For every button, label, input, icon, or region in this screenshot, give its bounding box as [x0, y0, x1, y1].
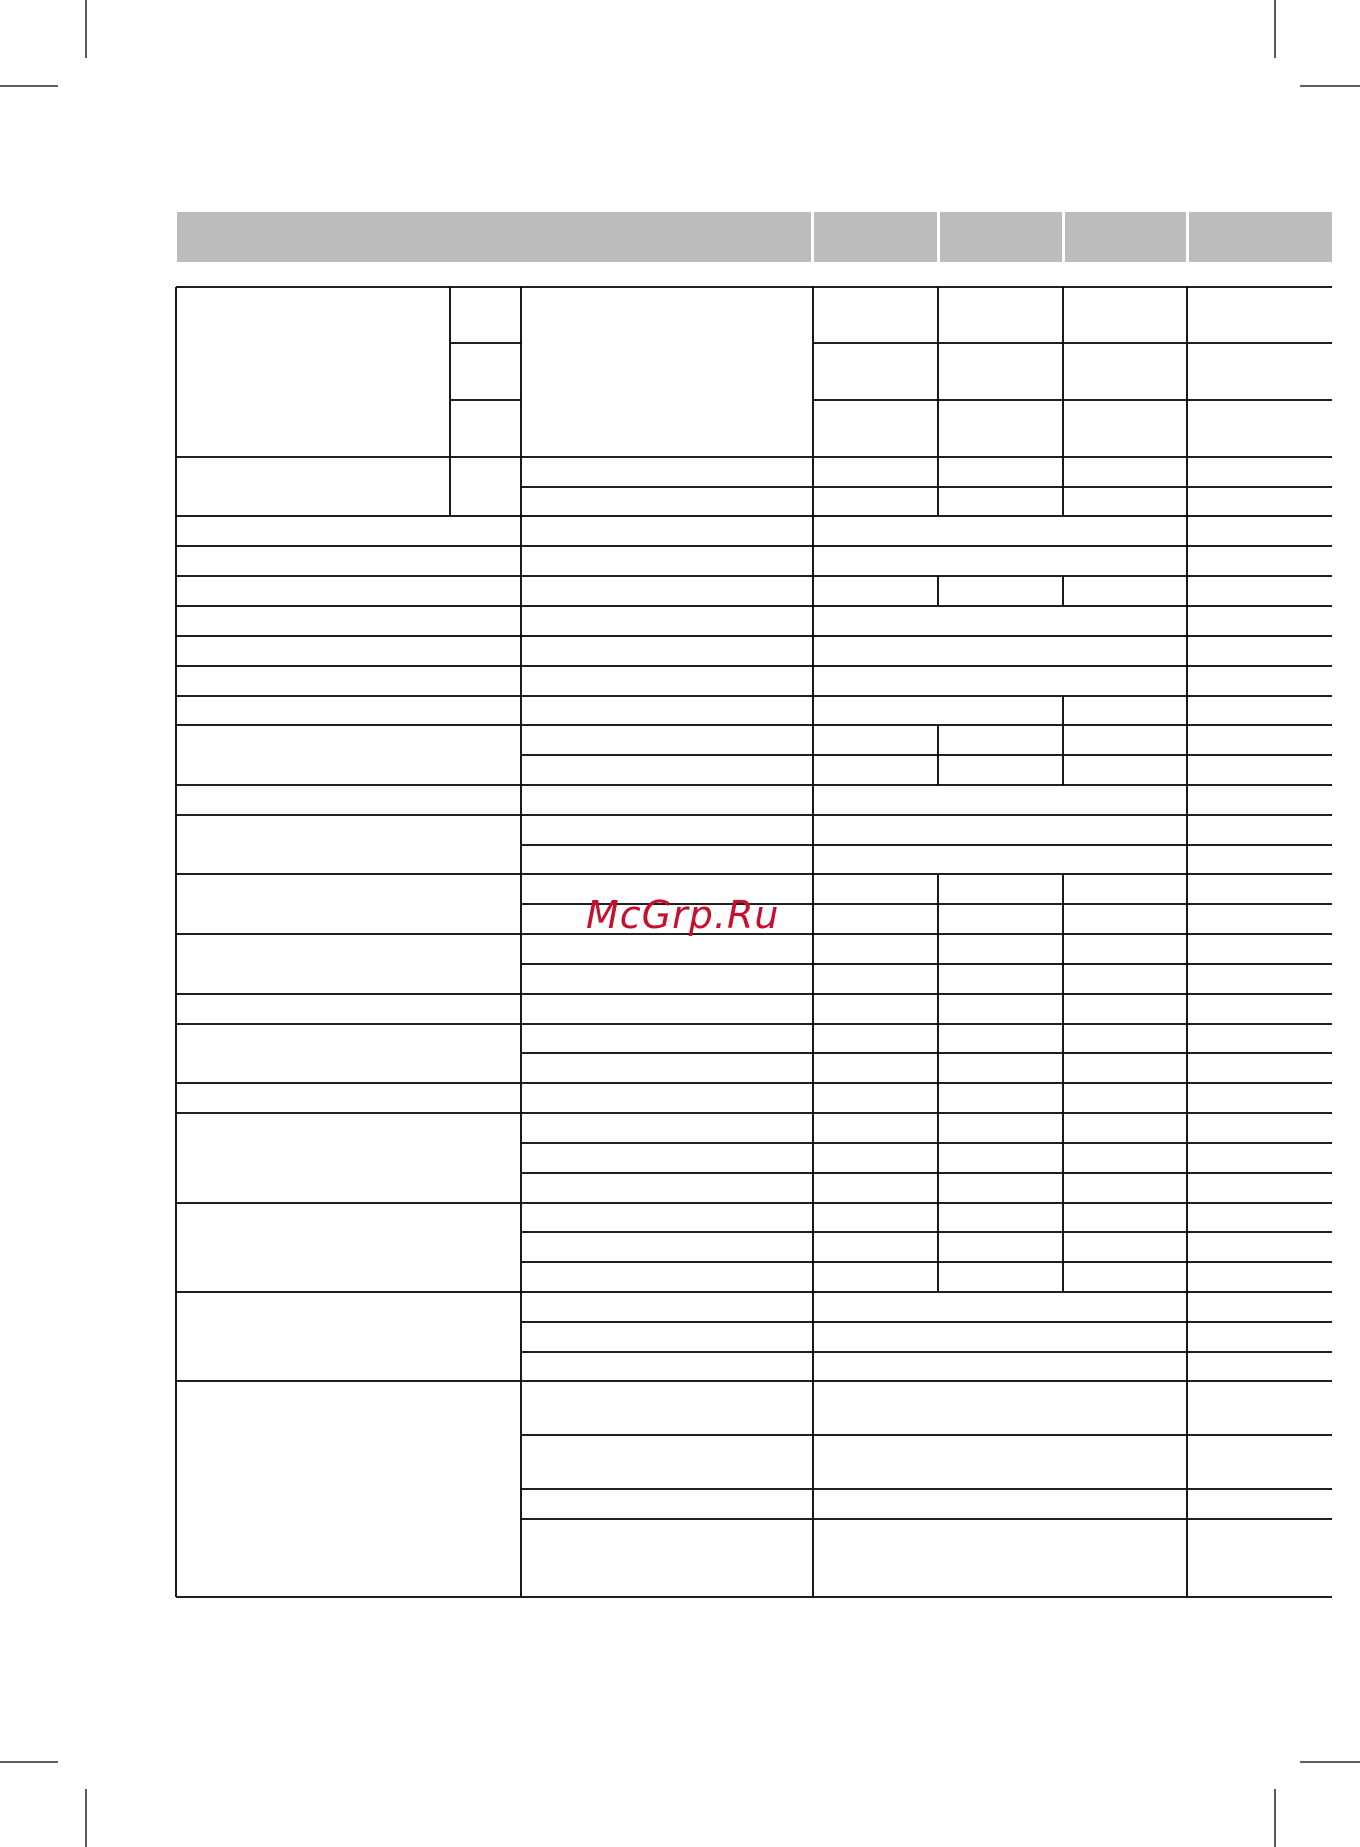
- header-cell-model-4: [1189, 212, 1332, 262]
- header-cell-model-1: [814, 212, 937, 262]
- watermark: McGrp.Ru: [586, 893, 780, 937]
- spec-table-grid: [176, 287, 1332, 1597]
- table-header: [177, 212, 1332, 262]
- header-cell-model-3: [1065, 212, 1186, 262]
- header-cell-parameter: [177, 212, 811, 262]
- header-cell-model-2: [940, 212, 1062, 262]
